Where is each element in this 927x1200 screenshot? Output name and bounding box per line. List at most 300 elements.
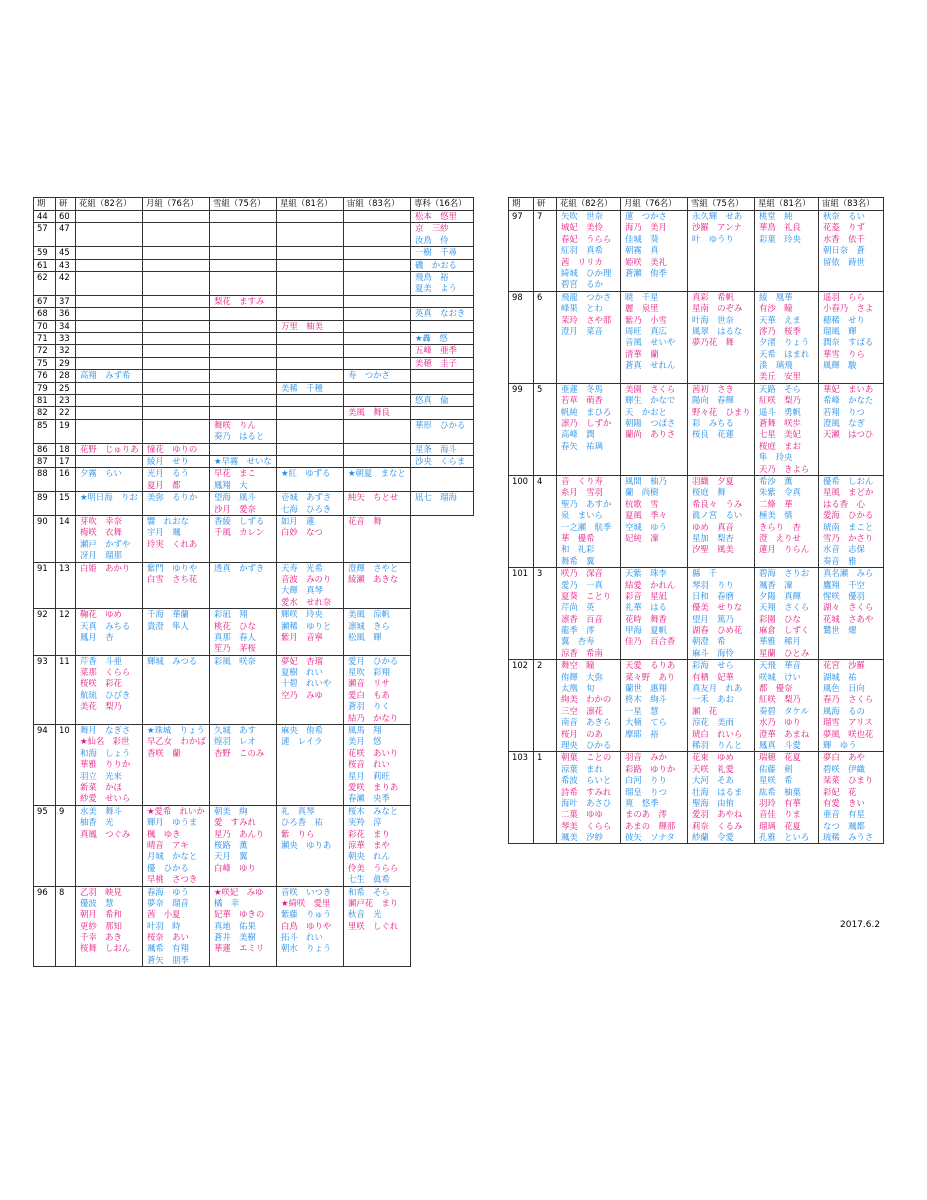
member-name: 望海 風斗	[214, 492, 256, 503]
member-name: 音 くり寿	[561, 475, 603, 486]
troupe-cell	[411, 272, 474, 296]
member-name: 玲実 くれあ	[147, 538, 198, 549]
member-name: ★轟 悠	[415, 333, 448, 343]
research-year-cell: 18	[56, 443, 76, 455]
member-name: 茉玲 さや那	[561, 314, 612, 325]
member-name: 音波 みのり	[281, 573, 332, 584]
member-name: 妃華 ゆきの	[214, 909, 265, 920]
member-name: 星乃 あんり	[214, 828, 265, 839]
member-name: 星吹 彩翔	[348, 667, 390, 678]
troupe-cell	[688, 475, 755, 567]
troupe-cell	[76, 725, 143, 806]
troupe-cell	[143, 456, 210, 468]
troupe-cell	[143, 308, 210, 320]
member-name: 輝月 ゆうま	[147, 817, 198, 828]
table-row	[34, 223, 474, 247]
member-name: 華蓮 エミリ	[214, 943, 265, 954]
troupe-cell	[76, 516, 143, 563]
member-name: 和 礼彩	[561, 544, 595, 555]
member-name: 颯香 凜	[759, 579, 793, 590]
member-name: 響 れおな	[147, 516, 189, 526]
member-name: 愛乃 一真	[561, 579, 603, 590]
member-name: 湊 璃飛	[759, 360, 793, 371]
left-roster-table	[33, 197, 474, 967]
member-name: 夕霧 らい	[80, 468, 122, 479]
member-name: 菜那 くらら	[80, 667, 131, 678]
member-name: 小春乃 さよ	[823, 303, 874, 314]
research-year-cell: 11	[56, 655, 76, 724]
member-name: 彩路 ゆりか	[625, 763, 676, 774]
member-name: 空城 ゆう	[625, 521, 667, 532]
member-name: 天華 えま	[759, 314, 801, 325]
member-name: 愛白 もあ	[348, 689, 390, 700]
research-year-cell: 25	[56, 382, 76, 394]
troupe-cell	[344, 272, 411, 296]
member-name: 碧咲 伊織	[823, 763, 865, 774]
troupe-cell	[344, 468, 411, 492]
troupe-cell	[819, 568, 884, 660]
member-name: 華形 ひかる	[415, 419, 466, 430]
member-name: 澄月 菜音	[561, 325, 603, 336]
research-year-cell: 13	[56, 562, 76, 609]
member-name: 奏碧 タケル	[759, 705, 809, 716]
member-name: 美弥 るりか	[147, 492, 198, 503]
research-year-cell: 22	[56, 407, 76, 419]
troupe-cell	[143, 259, 210, 271]
member-name: 美稀 千種	[281, 382, 323, 393]
member-name: 風海 るの	[823, 705, 865, 716]
member-name: 七海 ひろき	[281, 503, 332, 514]
member-name: 美花 梨乃	[80, 701, 122, 712]
member-name: 拓斗 れい	[281, 932, 323, 943]
member-name: 澪乃 桜季	[759, 325, 801, 336]
table-row	[34, 259, 474, 271]
member-name: 琉稀 みうさ	[823, 832, 874, 843]
member-name: 愛咲 まりあ	[348, 781, 399, 792]
troupe-cell	[344, 211, 411, 223]
troupe-cell	[143, 516, 210, 563]
member-name: 亜蓮 冬馬	[561, 383, 603, 394]
member-name: 紘希 柚葉	[759, 786, 801, 797]
member-name: 二條 華	[759, 498, 793, 509]
troupe-cell	[621, 752, 688, 844]
table-row	[34, 272, 474, 296]
member-name: 帆純 まひろ	[561, 406, 612, 417]
member-name: 彩花 まり	[348, 828, 390, 839]
member-name: 和希 そら	[348, 886, 390, 897]
member-name: 大輝 真琴	[281, 585, 323, 596]
member-name: 真彩 希帆	[692, 291, 734, 302]
troupe-cell	[277, 211, 344, 223]
member-name: 亜音 有星	[823, 809, 865, 820]
troupe-cell	[76, 247, 143, 259]
member-name: 夢白 あや	[823, 752, 865, 763]
member-name: ひろ香 祐	[281, 817, 323, 828]
member-name: 羽立 光来	[80, 770, 122, 781]
member-name: 羽織 夕夏	[692, 475, 734, 486]
table-row	[34, 395, 474, 407]
member-name: 日和 春磨	[692, 590, 734, 601]
member-name: 桜咲 彩花	[80, 678, 122, 689]
member-name: 彩海 せら	[692, 660, 734, 671]
troupe-cell	[76, 456, 143, 468]
table-row	[509, 660, 884, 752]
member-name: 蓮 つかさ	[625, 211, 667, 221]
member-name: 杭歌 雪	[625, 498, 659, 509]
member-name: 杏野 このみ	[214, 747, 265, 758]
member-name: 華妃 まいあ	[823, 383, 874, 394]
member-name: 蘭尚 ありさ	[625, 429, 676, 440]
member-name: 遥斗 勇帆	[759, 406, 801, 417]
member-name: 美月 悠	[348, 736, 382, 747]
member-name: 大楠 てら	[625, 717, 667, 728]
member-name: 結乃 かなり	[348, 712, 399, 723]
member-name: 千海 華蘭	[147, 609, 189, 620]
member-name: 純矢 ちとせ	[348, 492, 399, 503]
member-name: 綾 凰華	[759, 291, 793, 302]
troupe-cell	[210, 516, 277, 563]
member-name: 夏樹 れい	[281, 667, 323, 678]
troupe-cell	[621, 291, 688, 383]
column-header: 研	[534, 198, 557, 211]
troupe-cell	[277, 407, 344, 419]
member-name: 天咲 礼愛	[692, 763, 734, 774]
class-year-cell: 44	[34, 211, 56, 223]
troupe-cell	[76, 886, 143, 967]
member-name: 桃堂 純	[759, 211, 793, 221]
research-year-cell: 2	[534, 660, 557, 752]
member-name: 七星 美妃	[759, 429, 801, 440]
member-name: 漣 レイラ	[281, 736, 323, 747]
troupe-cell	[277, 609, 344, 656]
member-name: 松本 悠里	[415, 211, 457, 221]
troupe-cell	[344, 395, 411, 407]
member-name: 花菱 りず	[823, 222, 865, 233]
member-name: 琴美 くらら	[561, 820, 612, 831]
class-year-cell: 76	[34, 370, 56, 382]
member-name: 新菜 かほ	[80, 781, 122, 792]
table-row	[509, 752, 884, 844]
member-name: 蒼井 美樹	[214, 932, 256, 943]
member-name: 夢乃花 舞	[692, 337, 734, 348]
troupe-cell	[210, 419, 277, 443]
member-name: 白妙 なつ	[281, 527, 323, 538]
column-header: 花組（82名）	[76, 198, 143, 211]
troupe-cell	[344, 516, 411, 563]
member-name: 七生 眞希	[348, 874, 390, 885]
troupe-cell	[277, 419, 344, 443]
class-year-cell: 101	[509, 568, 534, 660]
troupe-cell	[344, 492, 411, 516]
member-name: 桜庭 まお	[759, 440, 801, 451]
member-name: 憧花 ゆりの	[147, 443, 198, 454]
member-name: 麻倉 しずく	[759, 625, 810, 636]
class-year-cell: 70	[34, 320, 56, 332]
member-name: 久城 あす	[214, 725, 256, 736]
troupe-cell	[210, 320, 277, 332]
member-name: 優 ひかる	[147, 862, 189, 873]
member-name: ゆめ 真音	[692, 521, 734, 532]
member-name: 南音 あきら	[561, 717, 612, 728]
troupe-cell	[277, 247, 344, 259]
troupe-cell	[819, 291, 884, 383]
troupe-cell	[688, 211, 755, 292]
class-year-cell: 79	[34, 382, 56, 394]
troupe-cell	[210, 211, 277, 223]
table-row	[34, 247, 474, 259]
member-name: 音佳 りま	[759, 809, 801, 820]
member-name: 紗愛 せいら	[80, 793, 131, 804]
member-name: 峰果 とわ	[561, 303, 603, 314]
troupe-cell	[344, 370, 411, 382]
member-name: 瑞穂 花夏	[759, 752, 801, 763]
member-name: 梨花 ますみ	[214, 295, 265, 306]
member-name: 貴澄 隼人	[147, 620, 189, 631]
troupe-cell	[76, 382, 143, 394]
research-year-cell: 47	[56, 223, 76, 247]
troupe-cell	[143, 407, 210, 419]
member-name: 隼 玲央	[759, 452, 793, 463]
troupe-cell	[277, 259, 344, 271]
troupe-cell	[210, 259, 277, 271]
troupe-cell	[143, 805, 210, 886]
member-name: 梅咲 衣舞	[80, 527, 122, 538]
research-year-cell: 29	[56, 357, 76, 369]
troupe-cell	[143, 655, 210, 724]
member-name: 羽玲 有華	[759, 797, 801, 808]
troupe-cell	[344, 320, 411, 332]
troupe-cell	[411, 308, 474, 320]
member-name: 澄華 あまね	[759, 728, 810, 739]
class-year-cell: 75	[34, 357, 56, 369]
member-name: 桜良 花蓮	[692, 429, 734, 440]
member-name: 涼香 希南	[561, 647, 603, 658]
troupe-cell	[819, 383, 884, 475]
troupe-cell	[277, 443, 344, 455]
member-name: 澄風 なぎ	[823, 418, 865, 429]
member-name: 龍季 澪	[561, 625, 595, 636]
member-name: 実羚 淳	[348, 817, 382, 828]
member-name: 朝陽 つばさ	[625, 418, 676, 429]
member-name: 麻斗 海伶	[692, 647, 734, 658]
troupe-cell	[344, 805, 411, 886]
member-name: 二葉 ゆゆ	[561, 809, 603, 820]
member-name: 蘭 尚樹	[625, 487, 659, 498]
member-name: 早桃 さつき	[147, 874, 198, 885]
member-name: 稀羽 りんと	[692, 739, 743, 750]
troupe-cell	[76, 333, 143, 345]
research-year-cell: 23	[56, 395, 76, 407]
troupe-cell	[143, 443, 210, 455]
troupe-cell	[277, 308, 344, 320]
member-name: 爽 悠季	[625, 797, 659, 808]
research-year-cell: 12	[56, 609, 76, 656]
member-name: 瀬戸花 まり	[348, 897, 399, 908]
table-row	[509, 475, 884, 567]
member-name: 風色 日向	[823, 683, 865, 694]
member-name: 彩音 星凪	[625, 590, 667, 601]
member-name: 春乃 さくら	[823, 694, 874, 705]
member-name: 潤奈 すばる	[823, 337, 874, 348]
troupe-cell	[621, 211, 688, 292]
member-name: 聖乃 あすか	[561, 498, 612, 509]
member-name: 天希 ほまれ	[759, 348, 810, 359]
class-year-cell: 94	[34, 725, 56, 806]
troupe-cell	[210, 247, 277, 259]
troupe-cell	[277, 886, 344, 967]
troupe-cell	[210, 407, 277, 419]
troupe-cell	[210, 725, 277, 806]
right-header-row	[509, 198, 884, 211]
member-name: 綺城 ひか理	[561, 267, 612, 278]
member-name: 華雅 りりか	[80, 759, 131, 770]
troupe-cell	[210, 370, 277, 382]
member-name: 鷹翔 千空	[823, 579, 865, 590]
member-name: 颯美 汐紗	[561, 832, 603, 843]
member-name: 天飛 華音	[759, 660, 801, 671]
troupe-cell	[277, 333, 344, 345]
troupe-cell	[344, 655, 411, 724]
class-year-cell: 99	[509, 383, 534, 475]
table-row	[34, 419, 474, 443]
member-name: 優美 せりな	[692, 602, 743, 613]
member-name: 花束 ゆめ	[692, 752, 734, 763]
troupe-cell	[277, 382, 344, 394]
member-name: 眞ノ宮 るい	[692, 510, 743, 521]
member-name: 天真 みちる	[80, 620, 131, 631]
member-name: 壮海 はるま	[692, 786, 743, 797]
member-name: 風翠 はるな	[692, 325, 743, 336]
class-year-cell: 67	[34, 295, 56, 307]
member-name: 涼華 まや	[348, 839, 390, 850]
member-name: 三空 凛花	[561, 705, 603, 716]
member-name: 真地 佑果	[214, 920, 256, 931]
research-year-cell: 7	[534, 211, 557, 292]
troupe-cell	[277, 272, 344, 296]
research-year-cell: 14	[56, 516, 76, 563]
member-name: 凪七 瑠海	[415, 492, 457, 503]
research-year-cell: 3	[534, 568, 557, 660]
member-name: 英真 なおき	[415, 308, 466, 319]
member-name: 優波 慧	[80, 897, 114, 908]
troupe-cell	[210, 805, 277, 886]
troupe-cell	[277, 468, 344, 492]
member-name: ★珠城 りょう	[147, 725, 205, 736]
member-name: 暁 千星	[625, 291, 659, 302]
member-name: 星月 莉旺	[348, 770, 390, 781]
member-name: 桜舞 しおん	[80, 943, 131, 954]
member-name: まのあ 澪	[625, 809, 667, 820]
troupe-cell	[76, 655, 143, 724]
table-row	[509, 291, 884, 383]
troupe-cell	[411, 443, 474, 455]
member-name: 舞希 翼	[561, 555, 595, 566]
table-row	[34, 805, 474, 886]
member-name: 孔雅 といろ	[759, 832, 810, 843]
member-name: 有沙 瞳	[759, 303, 793, 314]
member-name: 夢奈 瑠音	[147, 897, 189, 908]
left-table-body	[34, 211, 474, 967]
troupe-cell	[344, 223, 411, 247]
table-row	[34, 333, 474, 345]
member-name: 菜々野 あり	[625, 671, 676, 682]
table-row	[34, 370, 474, 382]
troupe-cell	[210, 456, 277, 468]
member-name: 綾瀬 あきな	[348, 573, 399, 584]
class-year-cell: 89	[34, 492, 56, 516]
column-header: 雪組（75名）	[210, 198, 277, 211]
troupe-cell	[143, 886, 210, 967]
class-year-cell: 59	[34, 247, 56, 259]
table-row	[509, 568, 884, 660]
troupe-cell	[76, 259, 143, 271]
member-name: 香咲 蘭	[147, 747, 181, 758]
troupe-cell	[688, 752, 755, 844]
research-year-cell: 4	[534, 475, 557, 567]
member-name: 蒼舞 咲歩	[759, 418, 801, 429]
member-name: 陽向 春輝	[692, 395, 734, 406]
member-name: 佳城 葵	[625, 233, 659, 244]
troupe-cell	[143, 382, 210, 394]
member-name: 蒼羽 りく	[348, 701, 390, 712]
member-name: 真名瀬 みら	[823, 568, 874, 579]
class-year-cell: 102	[509, 660, 534, 752]
member-name: 湖々 さくら	[823, 602, 874, 613]
research-year-cell: 6	[534, 291, 557, 383]
column-header: 雪組（75名）	[688, 198, 755, 211]
member-name: 紅羽 真希	[561, 245, 603, 256]
member-name: 茜初 さき	[692, 383, 734, 394]
member-name: 一禾 あお	[692, 694, 734, 705]
class-year-cell: 93	[34, 655, 56, 724]
member-name: 五峰 亜季	[415, 345, 457, 356]
member-name: 希沙 薫	[759, 475, 793, 486]
member-name: 愛月 ひかる	[348, 655, 399, 666]
member-name: 凛乃 しずか	[561, 418, 612, 429]
troupe-cell	[210, 562, 277, 609]
member-name: 宇月 颯	[147, 527, 181, 538]
member-name: 千風 カレン	[214, 527, 265, 538]
troupe-cell	[411, 223, 474, 247]
troupe-cell	[76, 320, 143, 332]
member-name: 凛城 きら	[348, 620, 390, 631]
member-name: 奏音 雅	[823, 555, 857, 566]
member-name: 碧宮 るか	[561, 279, 603, 290]
member-name: 夕渚 りょう	[759, 337, 810, 348]
member-name: 瀬稀 ゆりと	[281, 620, 332, 631]
troupe-cell	[411, 295, 474, 307]
member-name: 透真 かずき	[214, 562, 265, 573]
member-name: 彩園 ひな	[759, 613, 801, 624]
member-name: 芹香 斗亜	[80, 655, 122, 666]
table-row	[34, 562, 474, 609]
troupe-cell	[143, 211, 210, 223]
member-name: 花城 さあや	[823, 613, 874, 624]
member-name: 縣 千	[692, 568, 718, 579]
member-name: 寿 つかさ	[348, 370, 390, 381]
member-name: 穂稀 せり	[823, 314, 865, 325]
member-name: 春矢 祐璃	[561, 440, 603, 451]
class-year-cell: 57	[34, 223, 56, 247]
member-name: 白河 りり	[625, 775, 667, 786]
member-name: 愛海 ひかる	[823, 510, 874, 521]
member-name: 湖春 ひめ花	[692, 625, 743, 636]
table-row	[34, 609, 474, 656]
member-name: 夏葵 ことり	[561, 590, 612, 601]
member-name: 天翔 さくら	[759, 602, 810, 613]
member-name: 瀬 花	[692, 705, 718, 716]
member-name: 遥羽 らら	[823, 291, 865, 302]
